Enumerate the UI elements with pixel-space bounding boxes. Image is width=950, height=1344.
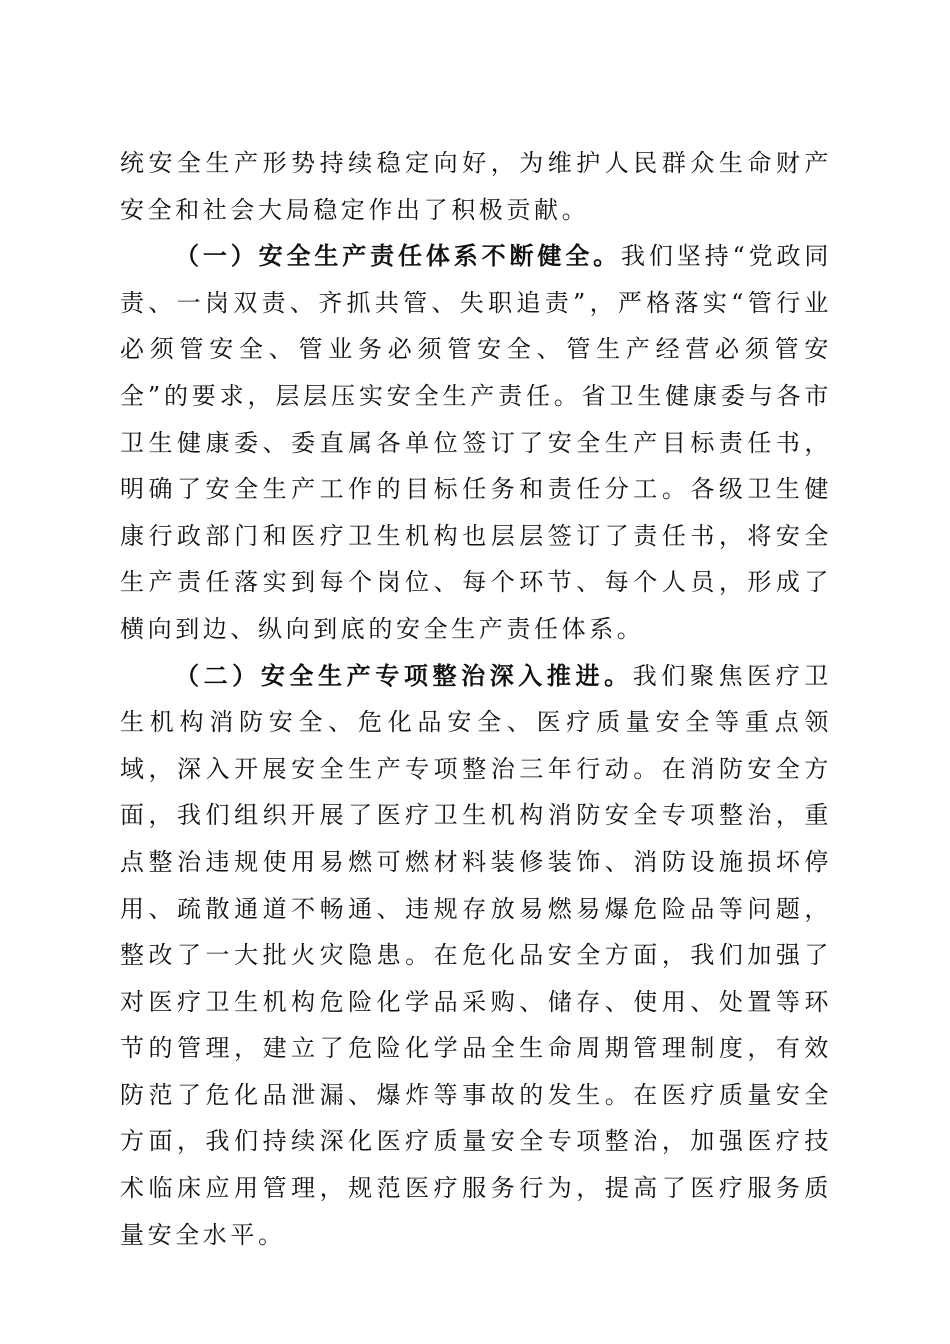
section-heading-1: （一）安全生产责任体系不断健全。 bbox=[175, 241, 621, 271]
paragraph-special-rectification bbox=[120, 653, 832, 1259]
section-heading-2: （二）安全生产专项整治深入推进。 bbox=[175, 660, 633, 690]
paragraph-text: 统安全生产形势持续稳定向好，为维护人民群众生命财产安全和社会大局稳定作出了积极贡献。 bbox=[120, 149, 832, 224]
paragraph-text: 我们坚持“党政同责、一岗双责、齐抓共管、失职追责”，严格落实“管行业必须管安全、管业务必须管安全、管生产经营必须管安全”的要求，层层压实安全生产责任。省卫生健康委与各市卫生健康委、委直属各单位签订了安全生产目标责任书，明确了安全生产工作的目标任务和责任分工。各级卫生健康行政部门和医疗卫生机构也层层签订了责任书，将安全生产责任落实到每个岗位、每个环节、每个人员，形成了横向到边、纵向到底的安全生产责任体系。 bbox=[120, 242, 832, 643]
paragraph-continuation bbox=[120, 140, 832, 233]
paragraph-text: 我们聚焦医疗卫生机构消防安全、危化品安全、医疗质量安全等重点领域，深入开展安全生产专项整治三年行动。在消防安全方面，我们组织开展了医疗卫生机构消防安全专项整治，重点整治违规使用易燃可燃材料装修装饰、消防设施损坏停用、疏散通道不畅通、违规存放易燃易爆危险品等问题，整改了一大批火灾隐患。在危化品安全方面，我们加强了对医疗卫生机构危险化学品采购、储存、使用、处置等环节的管理，建立了危险化学品全生命周期管理制度，有效防范了危化品泄漏、爆炸等事故的发生。在医疗质量安全方面，我们持续深化医疗质量安全专项整治，加强医疗技术临床应用管理，规范医疗服务行为，提高了医疗服务质量安全水平。 bbox=[120, 661, 833, 1249]
paragraph-responsibility-system bbox=[120, 233, 832, 652]
document-body bbox=[120, 140, 832, 1258]
